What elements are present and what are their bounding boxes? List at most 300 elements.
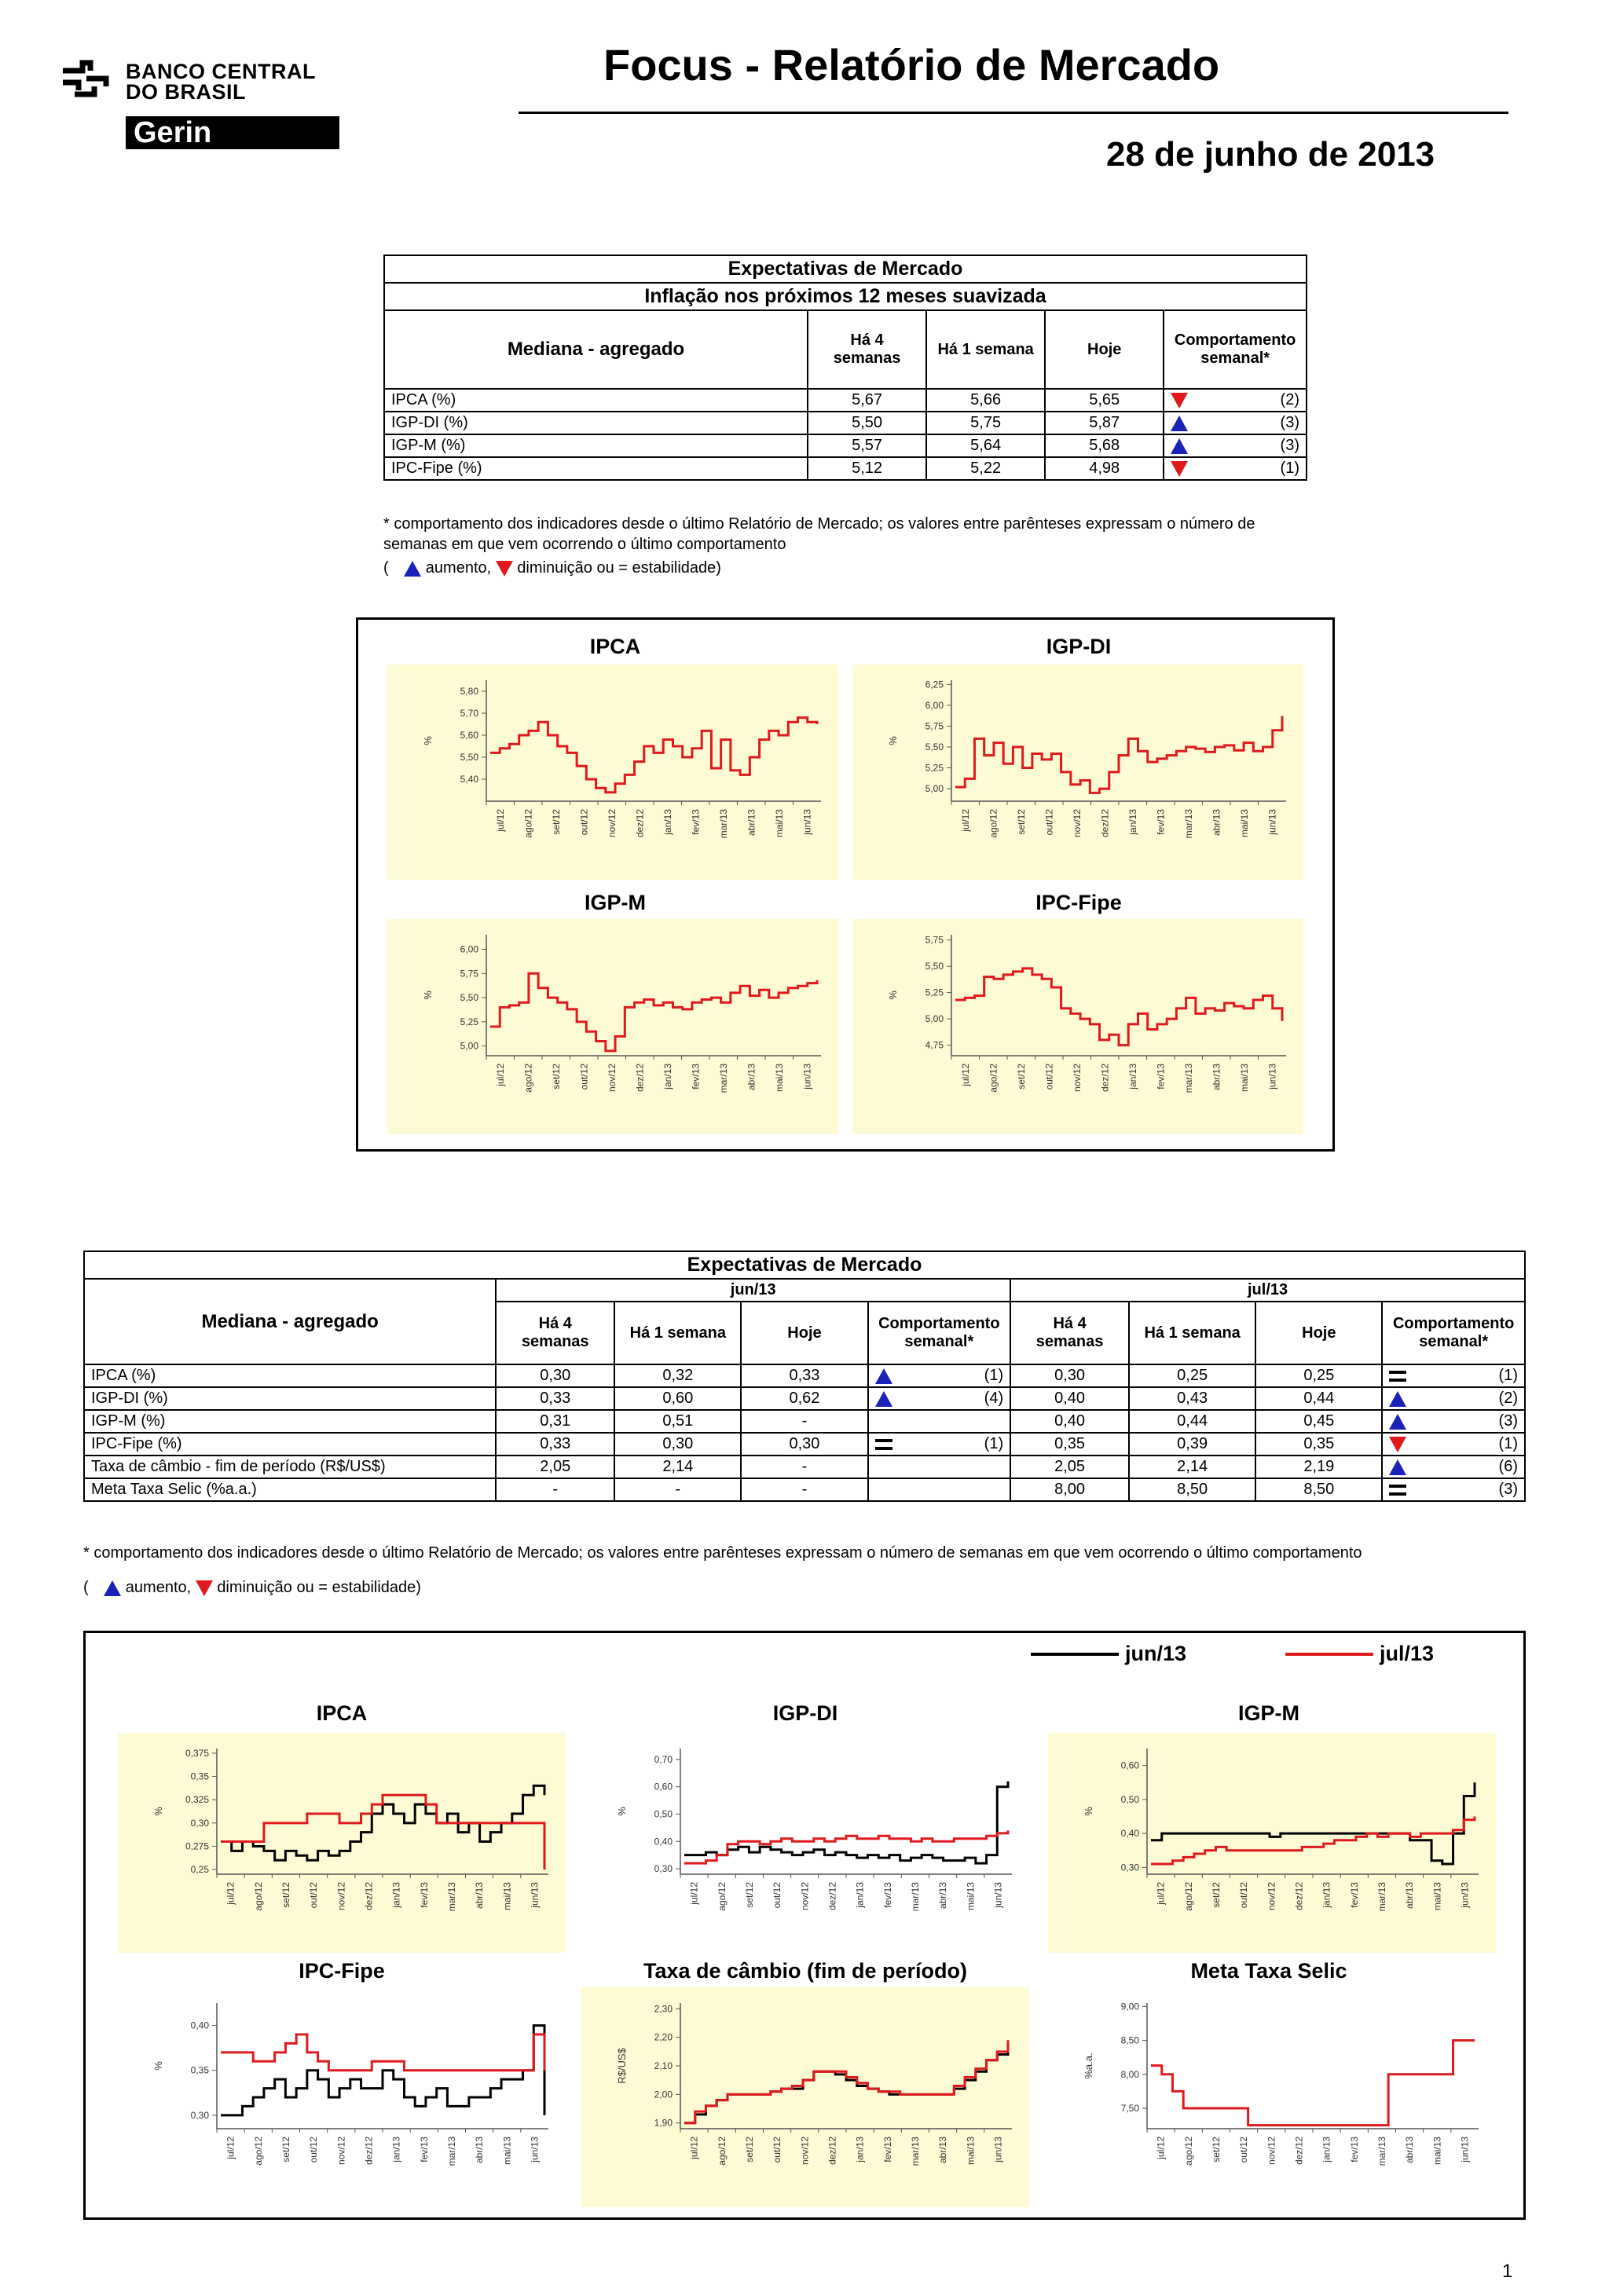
arrow-up-icon bbox=[404, 561, 421, 577]
x-tick-label: jun/13 bbox=[529, 1882, 541, 1908]
cell-h1: 5,66 bbox=[926, 389, 1045, 412]
y-tick-label: 5,25 bbox=[925, 987, 944, 998]
x-tick-label: dez/12 bbox=[634, 1064, 646, 1093]
x-tick-label: out/12 bbox=[578, 809, 590, 836]
cell-h4: - bbox=[496, 1478, 614, 1501]
row-label: IPC-Fipe (%) bbox=[84, 1433, 496, 1456]
col-h4-jun: Há 4 semanas bbox=[496, 1302, 614, 1364]
x-tick-label: fev/13 bbox=[1155, 809, 1167, 835]
cell-hoje: 5,65 bbox=[1045, 389, 1164, 412]
x-tick-label: jan/13 bbox=[662, 1064, 673, 1089]
y-axis-label: % bbox=[422, 991, 434, 1000]
table1-title: Expectativas de Mercado bbox=[384, 255, 1307, 283]
y-tick-label: 5,00 bbox=[460, 1040, 478, 1052]
cell-hoje: 0,62 bbox=[741, 1387, 867, 1410]
weeks: (6) bbox=[1498, 1458, 1518, 1475]
y-tick-label: 5,60 bbox=[460, 730, 478, 741]
y-tick-label: 2,30 bbox=[654, 2003, 673, 2015]
y-tick-label: 1,90 bbox=[654, 2117, 673, 2129]
x-tick-label: mai/13 bbox=[501, 1882, 513, 1911]
x-tick-label: jul/12 bbox=[959, 1064, 971, 1086]
x-tick-label: set/12 bbox=[743, 1882, 755, 1908]
x-tick-label: fev/13 bbox=[690, 1064, 702, 1089]
logo-sub: Gerin bbox=[126, 116, 339, 149]
legend-down: diminuição ou = estabilidade) bbox=[517, 559, 721, 577]
chart2-title-ipca: IPCA bbox=[316, 1701, 368, 1725]
weeks: (1) bbox=[1498, 1435, 1518, 1452]
y-tick-label: 0,50 bbox=[654, 1808, 673, 1820]
cell-comp bbox=[868, 1364, 1011, 1387]
table-row bbox=[84, 1410, 1525, 1433]
cell-h4: 5,57 bbox=[808, 434, 926, 457]
arrow-down-icon bbox=[1389, 1437, 1406, 1452]
cell-hoje: 8,50 bbox=[1255, 1478, 1382, 1501]
chart2-cambio bbox=[581, 1987, 1029, 2207]
x-tick-label: jan/13 bbox=[390, 1882, 402, 1908]
cell-h4: 0,33 bbox=[496, 1433, 614, 1456]
cell-comp bbox=[868, 1456, 1011, 1478]
x-tick-label: mar/13 bbox=[1182, 1064, 1194, 1093]
chart2-igpdi bbox=[581, 1733, 1029, 1953]
table2-legend bbox=[83, 1577, 421, 1598]
row-label: IPC-Fipe (%) bbox=[384, 457, 808, 480]
x-tick-label: ago/12 bbox=[716, 1882, 728, 1911]
col-h1: Há 1 semana bbox=[926, 310, 1045, 389]
cell-h4: 0,40 bbox=[1010, 1387, 1129, 1410]
chart-title-igpdi: IGP-DI bbox=[1046, 635, 1112, 658]
legend-open: ( bbox=[383, 559, 389, 577]
y-tick-label: 0,30 bbox=[654, 1863, 673, 1875]
cell-h4: 8,00 bbox=[1010, 1478, 1129, 1501]
bcb-logo-icon bbox=[59, 55, 114, 102]
series-line bbox=[955, 969, 1282, 1045]
cell-hoje: - bbox=[741, 1478, 867, 1501]
y-tick-label: 2,20 bbox=[654, 2031, 673, 2043]
y-tick-label: 6,00 bbox=[460, 943, 478, 955]
x-tick-label: jan/13 bbox=[1127, 809, 1138, 835]
x-tick-label: mar/13 bbox=[1376, 1882, 1387, 1912]
x-tick-label: mar/13 bbox=[1376, 2137, 1387, 2166]
y-axis-label: % bbox=[1083, 1807, 1094, 1816]
arrow-up-icon bbox=[104, 1580, 121, 1596]
chart2-title-ipcfipe: IPC-Fipe bbox=[299, 1959, 385, 1983]
series-line bbox=[684, 1782, 1008, 1863]
y-tick-label: 0,375 bbox=[185, 1747, 209, 1759]
x-tick-label: nov/12 bbox=[1071, 809, 1083, 838]
y-tick-label: 5,80 bbox=[460, 686, 478, 697]
row-label: IPCA (%) bbox=[384, 389, 808, 412]
cell-h4: 0,30 bbox=[496, 1364, 614, 1387]
x-tick-label: mar/13 bbox=[445, 1882, 457, 1912]
x-tick-label: abr/13 bbox=[1404, 2137, 1416, 2164]
inflation-12m-table bbox=[383, 255, 1307, 481]
y-axis-label: % bbox=[422, 736, 434, 745]
x-tick-label: ago/12 bbox=[252, 1882, 264, 1911]
table-row bbox=[84, 1433, 1525, 1456]
x-tick-label: abr/13 bbox=[937, 1882, 949, 1910]
series-line bbox=[1151, 1782, 1475, 1864]
x-tick-label: abr/13 bbox=[1404, 1882, 1416, 1910]
table-row bbox=[384, 412, 1307, 434]
weeks: (1) bbox=[984, 1435, 1004, 1452]
x-tick-label: fev/13 bbox=[881, 2137, 893, 2162]
x-tick-label: jan/13 bbox=[854, 1882, 866, 1908]
cell-comp bbox=[868, 1410, 1011, 1433]
x-tick-label: mai/13 bbox=[1238, 1064, 1250, 1093]
col-mediana2: Mediana - agregado bbox=[84, 1279, 496, 1364]
x-tick-label: mai/13 bbox=[1431, 1882, 1443, 1911]
cell-h1: - bbox=[614, 1478, 741, 1501]
x-tick-label: abr/13 bbox=[1211, 1064, 1222, 1091]
report-date: 28 de junho de 2013 bbox=[1106, 135, 1435, 174]
x-tick-label: mar/13 bbox=[909, 1882, 921, 1912]
x-tick-label: mai/13 bbox=[501, 2137, 513, 2166]
x-tick-label: set/12 bbox=[743, 2137, 755, 2162]
row-label: IGP-DI (%) bbox=[84, 1387, 496, 1410]
y-tick-label: 5,50 bbox=[925, 741, 944, 753]
y-axis-label: % bbox=[887, 736, 899, 745]
legend-jun13-label: jun/13 bbox=[1125, 1642, 1187, 1665]
arrow-down-icon bbox=[196, 1580, 213, 1596]
page-title: Focus - Relatório de Mercado bbox=[603, 40, 1220, 90]
chart2-ipcfipe bbox=[118, 1987, 566, 2207]
x-tick-label: out/12 bbox=[308, 2137, 320, 2163]
x-tick-label: ago/12 bbox=[1182, 2137, 1194, 2166]
x-tick-label: ago/12 bbox=[252, 2137, 264, 2166]
y-tick-label: 0,35 bbox=[190, 1771, 209, 1782]
x-tick-label: jan/13 bbox=[390, 2137, 402, 2162]
col-hoje-jun: Hoje bbox=[741, 1302, 867, 1364]
arrow-up-icon bbox=[875, 1368, 892, 1384]
y-tick-label: 5,75 bbox=[460, 968, 478, 980]
x-tick-label: jul/12 bbox=[959, 809, 971, 832]
weeks: (4) bbox=[984, 1390, 1004, 1407]
arrow-down-icon bbox=[1171, 461, 1188, 477]
x-tick-label: ago/12 bbox=[716, 2137, 728, 2166]
table-row bbox=[84, 1456, 1525, 1478]
col-h4: Há 4 semanas bbox=[808, 310, 926, 389]
series-line bbox=[221, 2034, 544, 2071]
arrow-up-icon bbox=[1171, 438, 1188, 454]
chart2-title-cambio: Taxa de câmbio (fim de período) bbox=[643, 1959, 968, 1983]
legend-up: aumento, bbox=[425, 559, 492, 577]
x-tick-label: jan/13 bbox=[1127, 1064, 1138, 1089]
logo bbox=[59, 55, 114, 102]
logo-line1: BANCO CENTRAL bbox=[126, 60, 316, 83]
x-tick-label: jan/13 bbox=[662, 809, 673, 835]
x-tick-label: abr/13 bbox=[746, 809, 757, 837]
period-jul13: jul/13 bbox=[1010, 1279, 1525, 1302]
x-tick-label: jun/13 bbox=[801, 1064, 813, 1089]
cell-h1: 2,14 bbox=[614, 1456, 741, 1478]
x-tick-label: nov/12 bbox=[1071, 1064, 1083, 1093]
x-tick-label: jun/13 bbox=[992, 1882, 1004, 1908]
x-tick-label: out/12 bbox=[578, 1064, 590, 1090]
cell-h1: 0,30 bbox=[614, 1433, 741, 1456]
x-tick-label: nov/12 bbox=[799, 2137, 811, 2166]
legend-jun13 bbox=[1031, 1642, 1186, 1666]
x-tick-label: fev/13 bbox=[881, 1882, 893, 1908]
x-tick-label: abr/13 bbox=[474, 2137, 486, 2164]
y-tick-label: 5,00 bbox=[925, 783, 944, 795]
cell-hoje: 0,44 bbox=[1255, 1387, 1382, 1410]
chart2-ipca bbox=[118, 1733, 566, 1953]
y-tick-label: 5,75 bbox=[925, 934, 944, 946]
table1-note2: semanas em que vem ocorrendo o último comportamento bbox=[383, 536, 786, 553]
y-axis-label: %a.a. bbox=[1083, 2052, 1094, 2079]
table1-note1: * comportamento dos indicadores desde o último Relatório de Mercado; os valores entre parênteses expressam o número de bbox=[383, 515, 1255, 533]
x-tick-label: jun/13 bbox=[1266, 809, 1278, 835]
title-rule bbox=[519, 112, 1508, 114]
cell-h1: 0,43 bbox=[1129, 1387, 1255, 1410]
x-tick-label: jul/12 bbox=[494, 809, 506, 832]
weeks: (3) bbox=[1498, 1481, 1518, 1498]
x-tick-label: mar/13 bbox=[1182, 809, 1194, 839]
x-tick-label: mar/13 bbox=[445, 2137, 457, 2166]
x-tick-label: out/12 bbox=[1043, 1064, 1055, 1090]
cell-hoje: - bbox=[741, 1410, 867, 1433]
x-tick-label: set/12 bbox=[280, 2137, 291, 2162]
legend-jul13 bbox=[1285, 1642, 1434, 1666]
cell-comp bbox=[868, 1433, 1011, 1456]
x-tick-label: out/12 bbox=[772, 1882, 783, 1909]
x-tick-label: nov/12 bbox=[1266, 1882, 1277, 1911]
weeks: (1) bbox=[984, 1367, 1004, 1384]
x-tick-label: ago/12 bbox=[522, 1064, 534, 1093]
x-tick-label: out/12 bbox=[772, 2137, 783, 2163]
col-comp-jul: Comportamento semanal* bbox=[1382, 1302, 1525, 1364]
cell-comp bbox=[1382, 1456, 1525, 1478]
x-tick-label: abr/13 bbox=[937, 2137, 949, 2164]
x-tick-label: nov/12 bbox=[335, 1882, 347, 1911]
x-tick-label: fev/13 bbox=[418, 1882, 430, 1908]
y-axis-label: % bbox=[616, 1807, 628, 1816]
y-tick-label: 0,35 bbox=[190, 2064, 209, 2076]
cell-comp bbox=[1164, 412, 1307, 434]
x-tick-label: jan/13 bbox=[1321, 2137, 1332, 2162]
x-tick-label: mar/13 bbox=[909, 2137, 921, 2166]
x-tick-label: ago/12 bbox=[988, 1064, 999, 1093]
x-tick-label: mai/13 bbox=[1431, 2137, 1443, 2166]
x-tick-label: mar/13 bbox=[717, 809, 729, 839]
x-tick-label: jun/13 bbox=[1459, 2137, 1471, 2162]
x-tick-label: out/12 bbox=[1238, 1882, 1250, 1909]
cell-h4: 2,05 bbox=[496, 1456, 614, 1478]
x-tick-label: jun/13 bbox=[1266, 1064, 1278, 1089]
chart-title-ipca: IPCA bbox=[589, 635, 641, 658]
cell-comp bbox=[1164, 434, 1307, 457]
x-tick-label: fev/13 bbox=[418, 2137, 430, 2162]
y-axis-label: R$/US$ bbox=[616, 2048, 628, 2084]
row-label: IGP-M (%) bbox=[384, 434, 808, 457]
x-tick-label: set/12 bbox=[1210, 1882, 1222, 1908]
legend-line-black bbox=[1031, 1653, 1119, 1656]
cell-h1: 5,22 bbox=[926, 457, 1045, 480]
cell-hoje: - bbox=[741, 1456, 867, 1478]
x-tick-label: dez/12 bbox=[1099, 1064, 1111, 1093]
y-tick-label: 2,00 bbox=[654, 2089, 673, 2100]
cell-hoje: 0,25 bbox=[1255, 1364, 1382, 1387]
y-tick-label: 0,40 bbox=[190, 2020, 209, 2031]
arrow-up-icon bbox=[1171, 416, 1188, 431]
x-tick-label: out/12 bbox=[1043, 809, 1055, 836]
x-tick-label: set/12 bbox=[550, 1064, 562, 1089]
x-tick-label: dez/12 bbox=[634, 809, 646, 838]
x-tick-label: dez/12 bbox=[363, 1882, 375, 1911]
x-tick-label: mar/13 bbox=[717, 1064, 729, 1093]
cell-hoje: 0,33 bbox=[741, 1364, 867, 1387]
cell-h4: 5,50 bbox=[808, 412, 926, 434]
legend-open2: ( bbox=[83, 1579, 89, 1596]
row-label: Meta Taxa Selic (%a.a.) bbox=[84, 1478, 496, 1501]
series-line bbox=[1151, 2041, 1475, 2126]
y-tick-label: 8,50 bbox=[1120, 2034, 1139, 2046]
table1-subtitle: Inflação nos próximos 12 meses suavizada bbox=[384, 283, 1307, 310]
chart2-title-selic: Meta Taxa Selic bbox=[1190, 1959, 1347, 1983]
x-tick-label: ago/12 bbox=[988, 809, 999, 838]
monthly-expectations-table bbox=[83, 1251, 1526, 1502]
arrow-up-icon bbox=[1389, 1414, 1406, 1430]
series-line bbox=[955, 716, 1282, 793]
y-tick-label: 9,00 bbox=[1120, 2001, 1139, 2012]
x-tick-label: ago/12 bbox=[1182, 1882, 1194, 1911]
cell-h4: 0,40 bbox=[1010, 1410, 1129, 1433]
x-tick-label: jan/13 bbox=[854, 2137, 866, 2162]
cell-h1: 0,60 bbox=[614, 1387, 741, 1410]
x-tick-label: nov/12 bbox=[335, 2137, 347, 2166]
x-tick-label: abr/13 bbox=[474, 1882, 486, 1910]
x-tick-label: set/12 bbox=[1015, 1064, 1027, 1089]
col-h1-jul: Há 1 semana bbox=[1129, 1302, 1255, 1364]
y-tick-label: 0,40 bbox=[1120, 1828, 1139, 1840]
legend-down2: diminuição ou = estabilidade) bbox=[217, 1579, 421, 1596]
series-line bbox=[490, 973, 817, 1051]
cell-h1: 5,75 bbox=[926, 412, 1045, 434]
x-tick-label: abr/13 bbox=[1211, 809, 1222, 837]
x-tick-label: abr/13 bbox=[746, 1064, 757, 1091]
x-tick-label: fev/13 bbox=[690, 809, 702, 835]
x-tick-label: jul/12 bbox=[688, 1882, 700, 1905]
cell-comp bbox=[1382, 1387, 1525, 1410]
col-h1-jun: Há 1 semana bbox=[614, 1302, 741, 1364]
col-hoje-jul: Hoje bbox=[1255, 1302, 1382, 1364]
series-line bbox=[490, 718, 817, 793]
y-tick-label: 5,25 bbox=[925, 762, 944, 774]
y-tick-label: 5,50 bbox=[460, 992, 478, 1004]
y-tick-label: 8,00 bbox=[1120, 2068, 1139, 2080]
cell-hoje: 5,87 bbox=[1045, 412, 1164, 434]
cell-comp bbox=[1382, 1433, 1525, 1456]
y-tick-label: 5,50 bbox=[925, 961, 944, 972]
y-tick-label: 0,60 bbox=[1120, 1760, 1139, 1771]
row-label: IGP-M (%) bbox=[84, 1410, 496, 1433]
x-tick-label: jun/13 bbox=[1459, 1882, 1471, 1908]
cell-h4: 5,12 bbox=[808, 457, 926, 480]
y-tick-label: 5,40 bbox=[460, 774, 478, 785]
weeks: (1) bbox=[1498, 1367, 1518, 1384]
y-tick-label: 5,75 bbox=[925, 720, 944, 732]
chart-igpm bbox=[387, 919, 838, 1134]
arrow-up-icon bbox=[1389, 1391, 1406, 1407]
series-line bbox=[684, 1830, 1008, 1863]
arrow-up-icon bbox=[1389, 1459, 1406, 1475]
chart-title-igpm: IGP-M bbox=[585, 891, 646, 914]
y-tick-label: 2,10 bbox=[654, 2060, 673, 2071]
table-row bbox=[384, 434, 1307, 457]
x-tick-label: jul/12 bbox=[1155, 2137, 1167, 2159]
x-tick-label: set/12 bbox=[550, 809, 562, 835]
weeks: (3) bbox=[1280, 437, 1299, 454]
cell-comp bbox=[1382, 1478, 1525, 1501]
x-tick-label: jan/13 bbox=[1321, 1882, 1332, 1908]
x-tick-label: dez/12 bbox=[1293, 1882, 1305, 1911]
logo-line2: DO BRASIL bbox=[126, 80, 246, 104]
y-tick-label: 0,275 bbox=[185, 1840, 209, 1852]
x-tick-label: jun/13 bbox=[801, 809, 813, 835]
y-tick-label: 5,25 bbox=[460, 1016, 478, 1027]
y-tick-label: 6,00 bbox=[925, 699, 944, 711]
x-tick-label: nov/12 bbox=[606, 809, 618, 838]
cell-h1: 0,32 bbox=[614, 1364, 741, 1387]
arrow-down-icon bbox=[496, 561, 513, 577]
chart-ipcfipe bbox=[852, 919, 1303, 1134]
col-hoje: Hoje bbox=[1045, 310, 1164, 389]
x-tick-label: mai/13 bbox=[965, 1882, 977, 1911]
cell-h4: 5,67 bbox=[808, 389, 926, 412]
cell-h4: 0,30 bbox=[1010, 1364, 1129, 1387]
cell-h1: 5,64 bbox=[926, 434, 1045, 457]
x-tick-label: mai/13 bbox=[1238, 809, 1250, 838]
chart-title-ipcfipe: IPC-Fipe bbox=[1035, 891, 1122, 914]
y-tick-label: 0,30 bbox=[1120, 1862, 1139, 1873]
cell-h4: 0,33 bbox=[496, 1387, 614, 1410]
cell-hoje: 5,68 bbox=[1045, 434, 1164, 457]
y-tick-label: 6,25 bbox=[925, 679, 944, 690]
chart2-selic bbox=[1048, 1987, 1496, 2207]
chart2-igpm bbox=[1048, 1733, 1496, 1953]
x-tick-label: nov/12 bbox=[606, 1064, 618, 1093]
col-comp: Comportamento semanal* bbox=[1164, 310, 1307, 389]
y-tick-label: 0,25 bbox=[190, 1864, 209, 1876]
cell-h1: 0,25 bbox=[1129, 1364, 1255, 1387]
x-tick-label: mai/13 bbox=[773, 1064, 785, 1093]
x-tick-label: out/12 bbox=[1238, 2137, 1250, 2163]
cell-comp bbox=[1382, 1364, 1525, 1387]
y-axis-label: % bbox=[887, 991, 899, 1000]
cell-h1: 0,39 bbox=[1129, 1433, 1255, 1456]
cell-hoje: 2,19 bbox=[1255, 1456, 1382, 1478]
y-tick-label: 0,30 bbox=[190, 1817, 209, 1829]
table2-note: * comportamento dos indicadores desde o último Relatório de Mercado; os valores entre parênteses expressam o número de semanas em que vem ocorrendo o último comportamento bbox=[83, 1544, 1362, 1562]
y-axis-label: % bbox=[152, 2061, 164, 2071]
x-tick-label: set/12 bbox=[280, 1882, 291, 1908]
row-label: IPCA (%) bbox=[84, 1364, 496, 1387]
cell-h1: 8,50 bbox=[1129, 1478, 1255, 1501]
y-tick-label: 5,00 bbox=[925, 1013, 944, 1025]
page-number: 1 bbox=[1502, 2261, 1513, 2282]
row-label: IGP-DI (%) bbox=[384, 412, 808, 434]
equal-icon bbox=[875, 1439, 892, 1450]
x-tick-label: dez/12 bbox=[1293, 2137, 1305, 2166]
x-tick-label: jul/12 bbox=[688, 2137, 700, 2159]
chart2-title-igpdi: IGP-DI bbox=[772, 1701, 838, 1725]
legend-up2: aumento, bbox=[125, 1579, 192, 1596]
x-tick-label: jun/13 bbox=[992, 2137, 1004, 2162]
chart-ipca bbox=[387, 665, 838, 880]
x-tick-label: mai/13 bbox=[773, 809, 785, 838]
y-tick-label: 0,40 bbox=[654, 1836, 673, 1847]
cell-hoje: 0,45 bbox=[1255, 1410, 1382, 1433]
